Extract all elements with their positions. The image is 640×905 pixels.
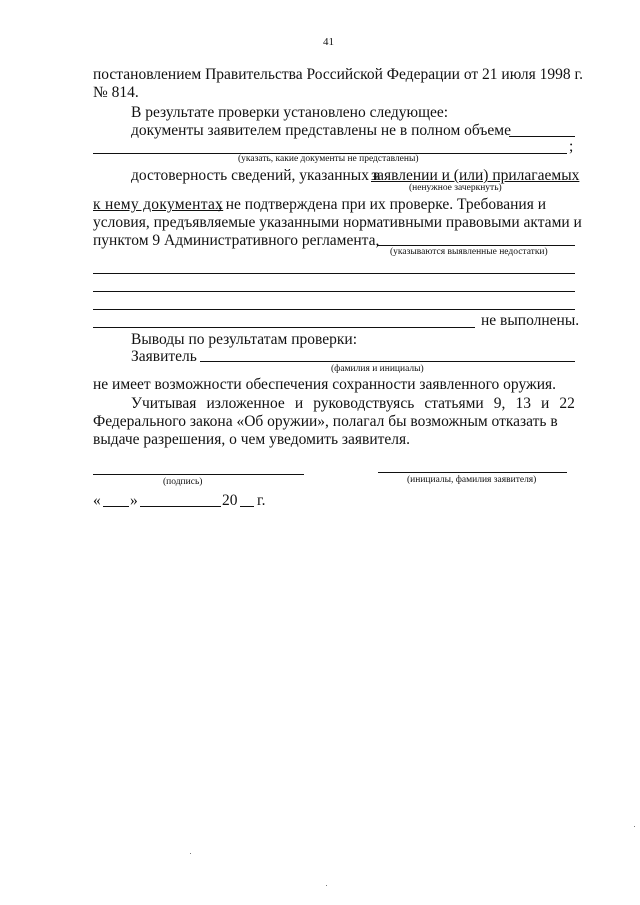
docs-hint: (указать, какие документы не представлены) [238,154,419,164]
shortcomings-line-3 [93,309,575,310]
scan-speck [326,885,327,886]
signature-hint: (подпись) [163,477,203,487]
considering-word: руководствуясь [313,395,415,412]
page-number: 41 [323,36,334,48]
docs-semicolon: ; [569,138,574,155]
date-year-prefix: 20 [222,492,238,509]
date-day-blank [103,506,129,507]
docs-incomplete-text: документы заявителем представлены не в полном объеме [131,122,511,139]
conclusions-heading: Выводы по результатам проверки: [131,331,358,348]
date-month-blank [140,506,221,507]
applicant-hint: (фамилия и инициалы) [331,364,424,374]
requirements-line-2: пунктом 9 Административного регламента, [93,232,380,249]
signature-line [93,474,304,475]
decree-line-2: № 814. [93,84,139,101]
requirements-blank [377,245,575,246]
considering-line-2: Федерального закона «Об оружии», полагал бы возможным отказать в [93,413,558,430]
no-storage-text: не имеет возможности обеспечения сохранности заявленного оружия. [93,376,557,393]
considering-word: и [541,395,550,412]
considering-word: статьями [424,395,484,412]
applicant-label: Заявитель [131,348,197,365]
date-year-blank [240,506,254,507]
reliability-prefix: достоверность сведений, указанных в [131,167,381,184]
initials-hint: (инициалы, фамилия заявителя) [407,475,537,485]
strike-unneeded-hint: (ненужное зачеркнуть) [409,183,502,193]
date-open-quote: « [93,492,101,509]
shortcomings-line-2 [93,291,575,292]
requirements-line-1: условия, предъявляемые указанными нормативными правовыми актами и [93,214,582,231]
docs-incomplete-blank [509,136,575,137]
reliability-underlined: заявлении и (или) прилагаемых [371,167,580,184]
considering-word: Учитывая [131,395,197,412]
considering-line-3: выдаче разрешения, о чем уведомить заявителя. [93,431,411,448]
not-fulfilled-text: не выполнены. [481,312,580,329]
date-year-suffix: г. [257,492,266,509]
reliability-rest: , не подтверждена при их проверке. Требования и [218,196,547,213]
shortcomings-line-1 [93,273,575,274]
initials-line [378,472,567,473]
considering-line-1 [131,395,575,413]
considering-word: 22 [559,395,575,412]
considering-word: и [294,395,304,412]
scan-speck [190,853,191,854]
considering-word: 13 [515,395,531,412]
shortcomings-hint: (указываются выявленные недостатки) [390,247,548,257]
applicant-blank [200,361,575,362]
shortcomings-line-4 [93,327,475,328]
reliability-documents: к нему документах [93,196,224,213]
decree-line-1: постановлением Правительства Российской Федерации от 21 июля 1998 г. [93,66,583,83]
check-result-heading: В результате проверки установлено следующее: [131,104,449,121]
considering-word: 9, [493,395,506,412]
considering-word: изложенное [206,395,285,412]
scan-speck [634,826,635,827]
date-close-quote: » [130,492,138,509]
